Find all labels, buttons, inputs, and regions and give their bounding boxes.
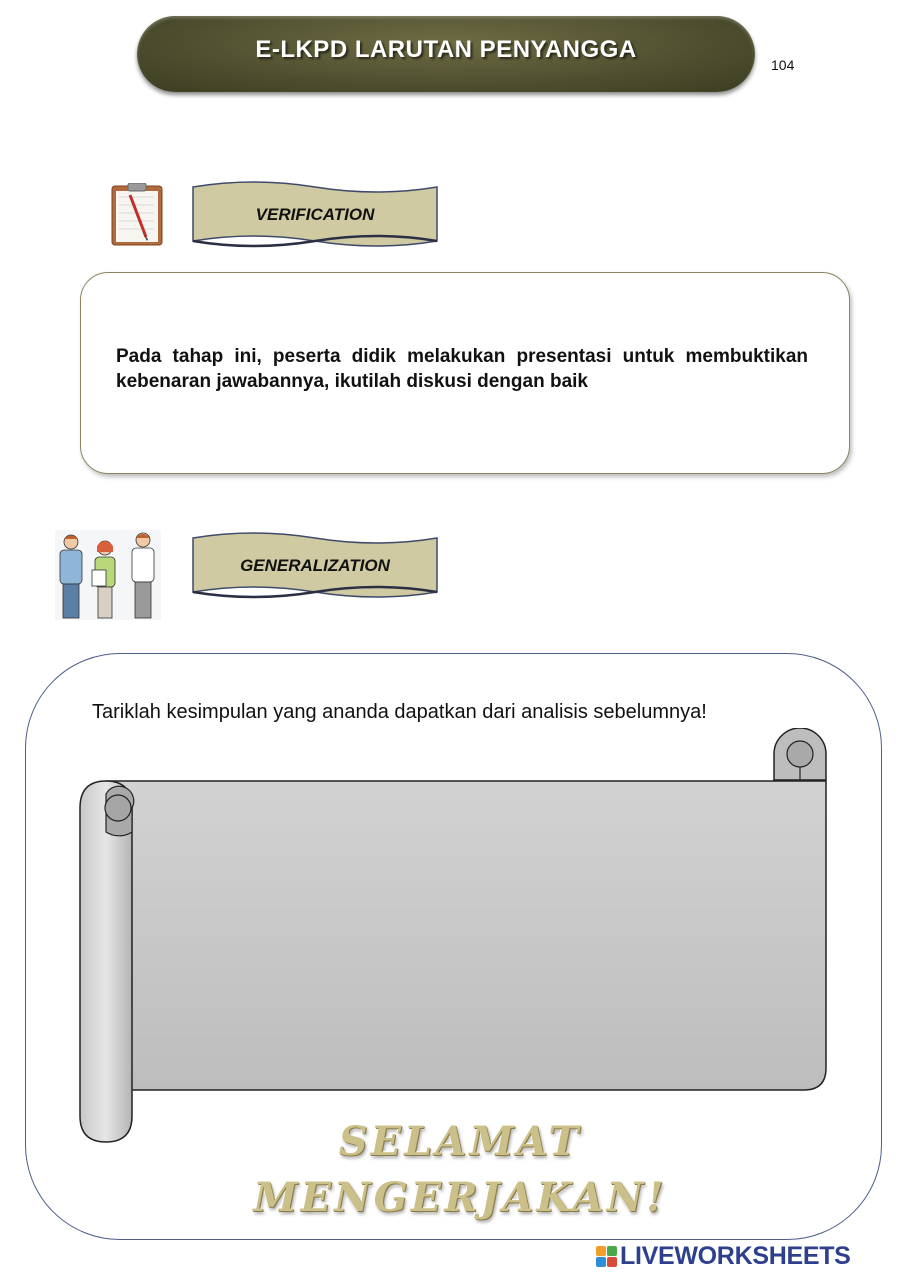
clipboard-pencil-icon <box>110 183 164 247</box>
page-title: E-LKPD LARUTAN PENYANGGA <box>255 36 637 63</box>
generalization-label: GENERALIZATION <box>240 556 390 575</box>
brand-logo <box>596 1238 851 1274</box>
closing-line-2: MENGERJAKAN! <box>253 1174 667 1221</box>
verification-label: VERIFICATION <box>255 205 375 224</box>
generalization-answer[interactable] <box>140 790 810 1080</box>
page-number: 104 <box>771 57 795 73</box>
verification-banner <box>191 181 439 249</box>
closing-line-1: SELAMAT <box>338 1118 582 1165</box>
verification-text: Pada tahap ini, peserta didik melakukan presentasi untuk membuktikan kebenaran jawabannya, ikutilah diskusi dengan baik <box>116 346 808 392</box>
liveworksheets-icon <box>596 1246 617 1267</box>
generalization-prompt: Tariklah kesimpulan yang ananda dapatkan dari analisis sebelumnya! <box>92 701 707 723</box>
students-illustration <box>55 530 161 620</box>
generalization-banner <box>191 532 439 600</box>
brand-name: LIVEWORKSHEETS <box>620 1241 851 1270</box>
